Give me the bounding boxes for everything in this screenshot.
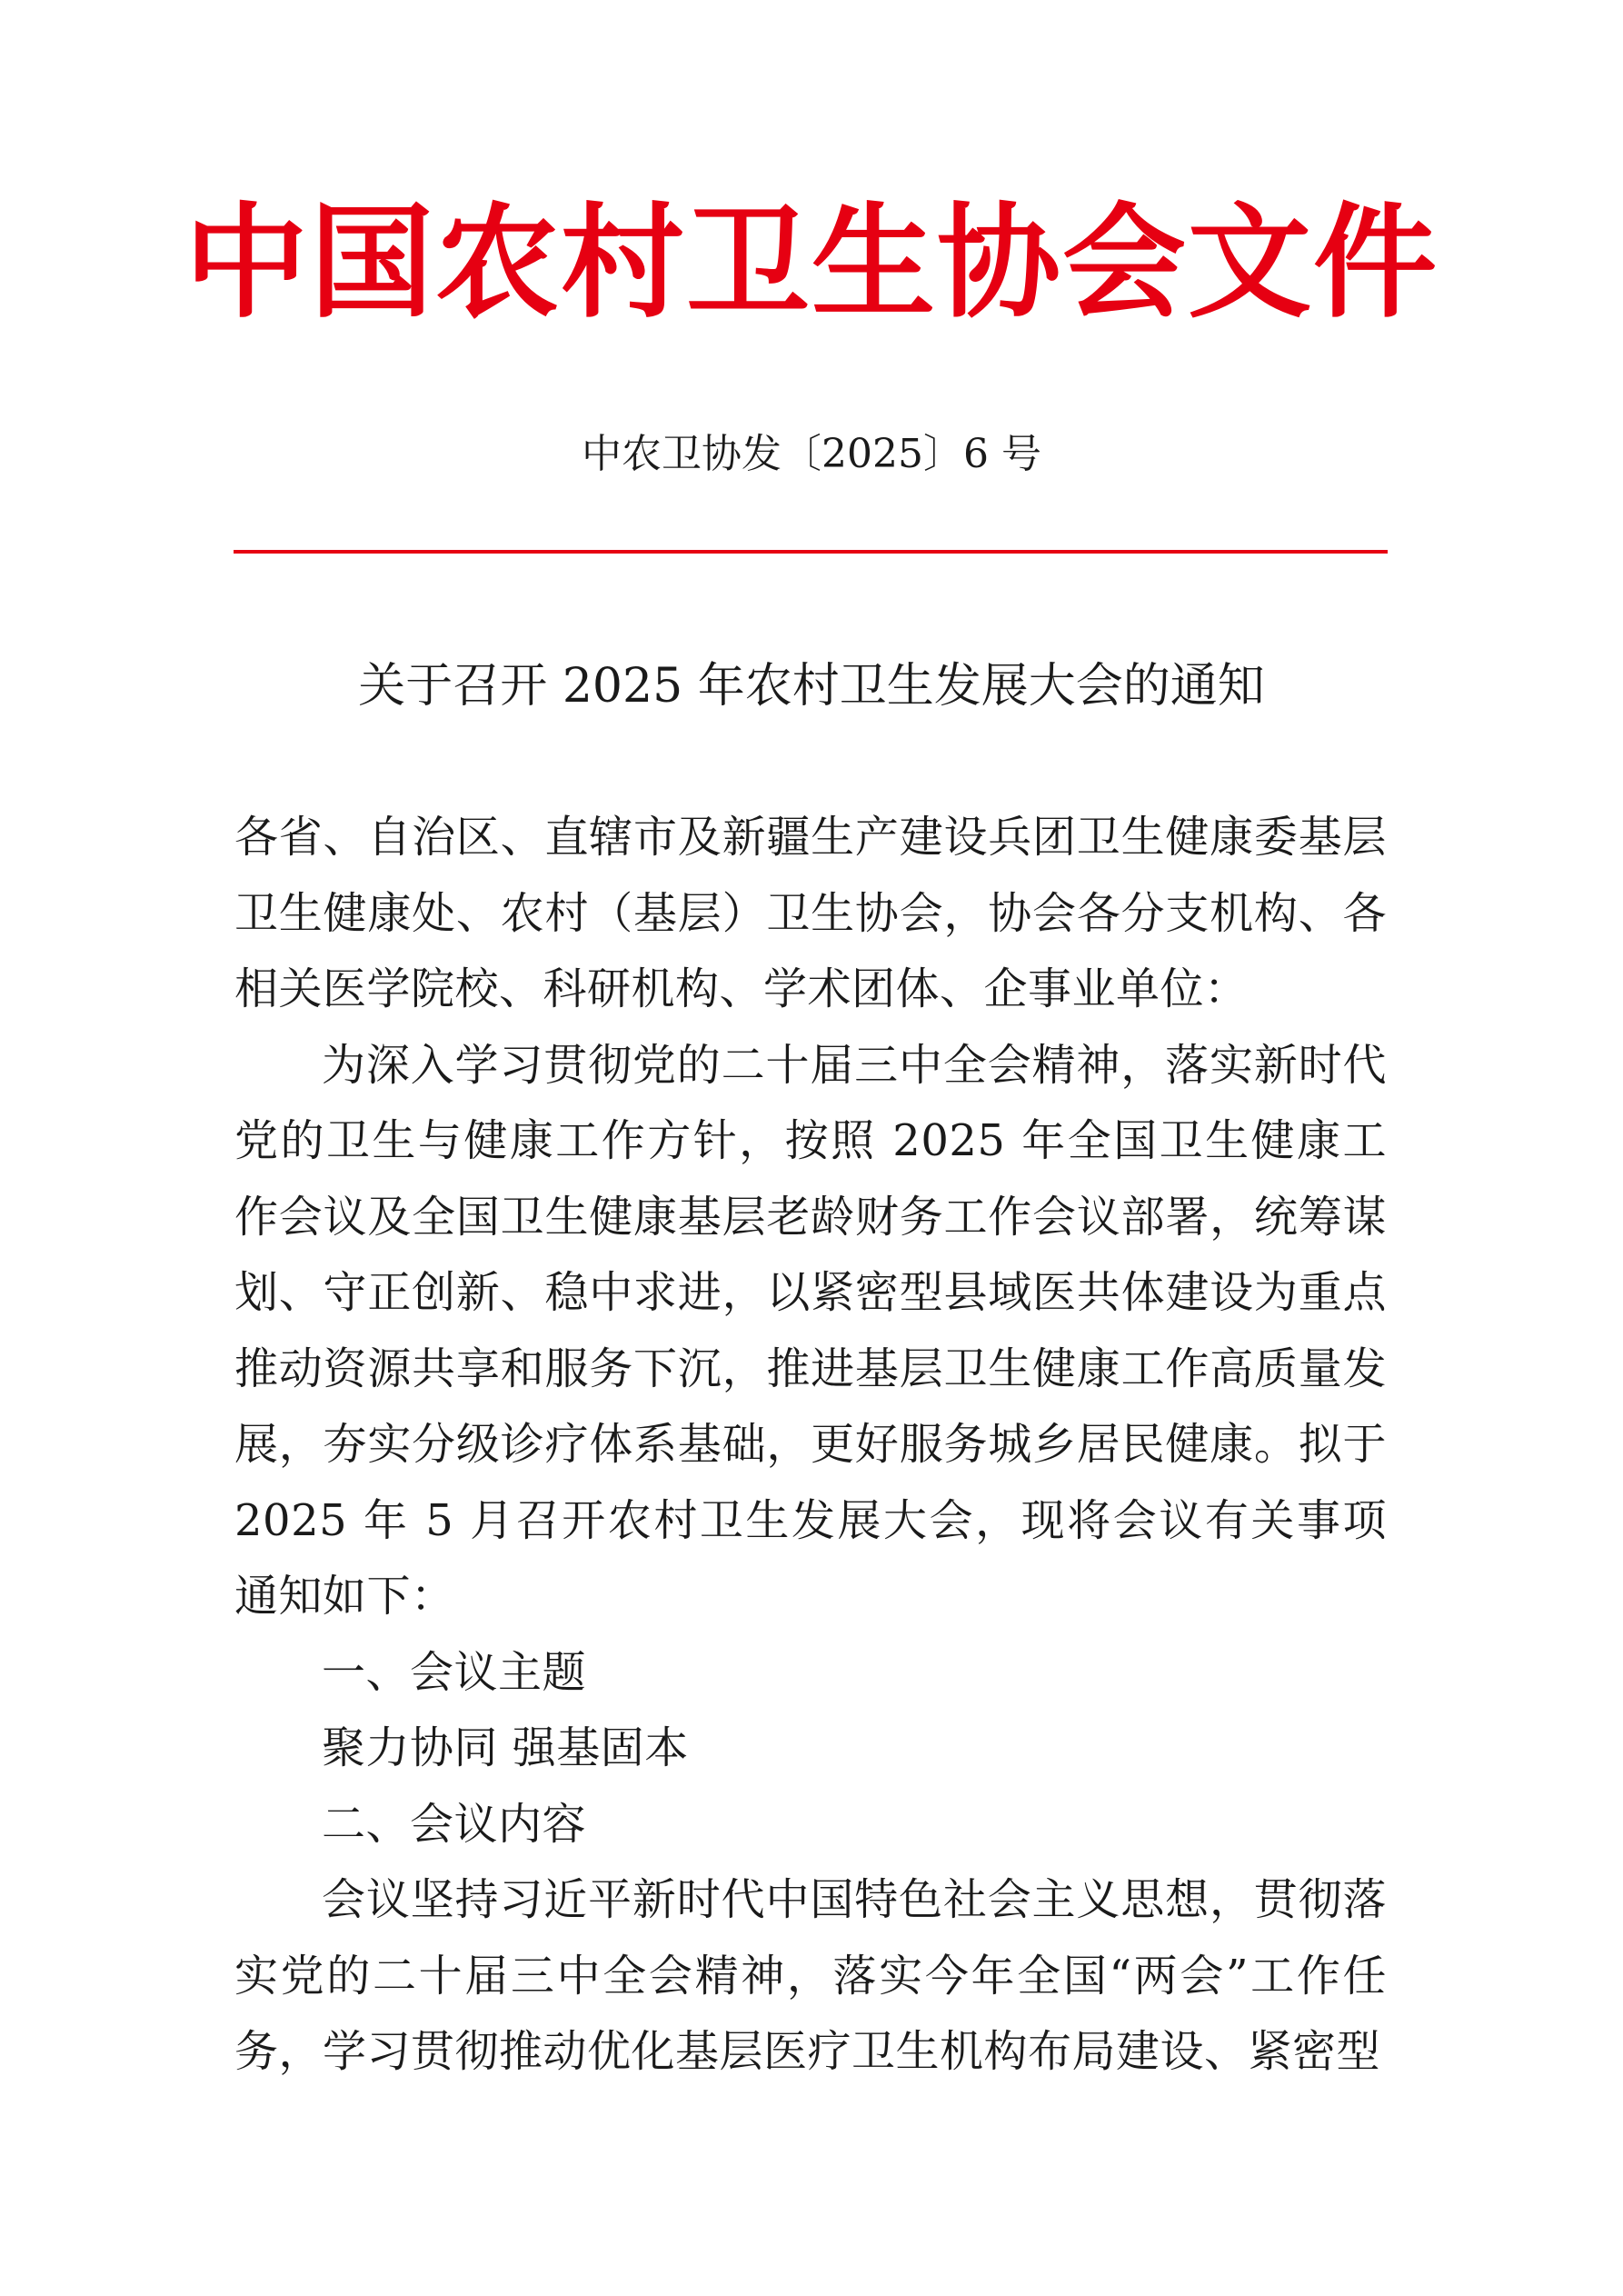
section-2-paragraph: 会议坚持习近平新时代中国特色社会主义思想，贯彻落实党的二十届三中全会精神，落实今年全国“两会”工作任务，学习贯彻推动优化基层医疗卫生机构布局建设、紧密型 <box>234 1874 1387 2077</box>
section-1-text: 聚力协同 强基固本 <box>322 1722 689 1773</box>
notice-body <box>234 800 1387 2091</box>
notice-title: 关于召开 2025 年农村卫生发展大会的通知 <box>358 659 1265 714</box>
masthead-title: 中国农村卫生协会文件 <box>184 192 1439 335</box>
red-divider-line <box>234 550 1388 554</box>
section-2-heading: 二、会议内容 <box>322 1798 587 1850</box>
document-number: 中农卫协发〔2025〕6 号 <box>582 431 1041 477</box>
section-1-heading: 一、会议主题 <box>322 1646 587 1698</box>
intro-paragraph: 为深入学习贯彻党的二十届三中全会精神，落实新时代党的卫生与健康工作方针，按照 2025 年全国卫生健康工作会议及全国卫生健康基层老龄财务工作会议部署，统筹谋划、守正创新、稳中求进，以紧密型县域医共体建设为重点推动资源共享和服务下沉，推进基层卫生健康工作高质量发展，夯实分级诊疗体系基础，更好服务城乡居民健康。拟于 2025 年 5 月召开农村卫生发展大会，现将会议有关事项通知如下： <box>234 1039 1387 1622</box>
addressee-paragraph: 各省、自治区、直辖市及新疆生产建设兵团卫生健康委基层卫生健康处、农村（基层）卫生协会，协会各分支机构、各相关医学院校、科研机构、学术团体、企事业单位： <box>234 812 1387 1014</box>
